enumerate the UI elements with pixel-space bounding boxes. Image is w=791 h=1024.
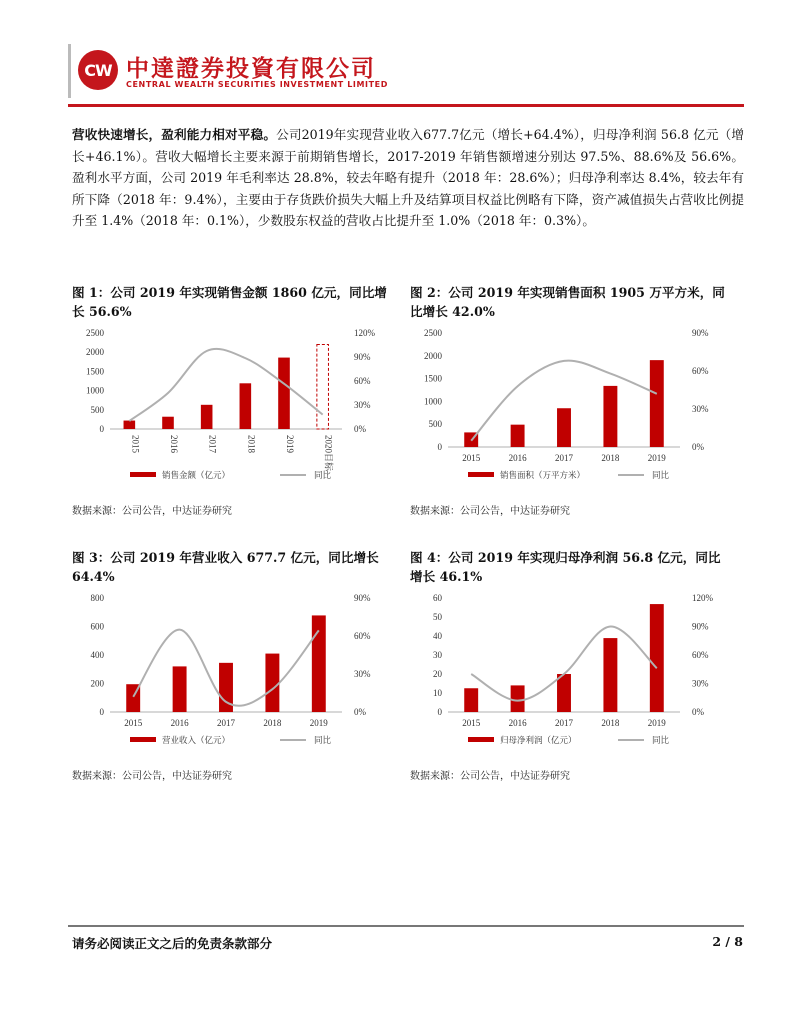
legend-bar-swatch	[468, 737, 494, 742]
bar	[201, 405, 213, 429]
x-tick-label: 2017	[555, 718, 573, 728]
figure-1-title: 图 1：公司 2019 年实现销售金额 1860 亿元，同比增长 56.6%	[72, 285, 387, 319]
x-tick-label: 2019	[647, 453, 666, 463]
y-left-tick-label: 400	[90, 650, 104, 660]
figure-2-title: 图 2：公司 2019 年实现销售面积 1905 万平方米，同比增长 42.0%	[410, 285, 725, 319]
bar	[265, 654, 279, 712]
legend-line-label: 同比	[314, 470, 332, 480]
y-left-tick-label: 1000	[424, 396, 442, 407]
y-left-tick-label: 2500	[424, 328, 442, 338]
bar	[603, 386, 617, 447]
figure-3-chart	[72, 590, 394, 755]
intro-body: 公司2019年实现营业收入677.7亿元（增长+64.4%），归母净利润 56.8 亿元（增长+46.1%）。营收大幅增长主要来源于前期销售增长，2017-2019 年销售额增速分别达 97.5%、88.6%及 56.6%。盈利水平方面，公司 2019 年毛利率达 28.8%，较去年略有提升（2018 年：28.6%）；归母净利率达 8.4%，较去年有所下降（2018 年：9.4%），主要由于存货跌价损失大幅上升及结算项目权益比例略有下降，资产减值损失占营收比例提升至 1.4%（2018 年：0.1%），少数股东权益的营收占比提升至 1.0%（2018 年：0.3%）。	[72, 127, 744, 229]
legend-line-label: 同比	[652, 470, 670, 480]
page-number: 2 / 8	[712, 934, 743, 949]
legend-bar-label: 归母净利润（亿元）	[500, 735, 577, 745]
y-right-tick-label: 0%	[354, 424, 366, 434]
y-left-tick-label: 1000	[86, 385, 104, 396]
yoy-line	[129, 349, 322, 421]
x-tick-label: 2017	[555, 453, 573, 463]
y-left-tick-label: 2000	[86, 347, 104, 358]
legend-bar-label: 营业收入（亿元）	[162, 735, 231, 745]
x-tick-label: 2018	[601, 718, 620, 728]
figure-2-source: 数据来源：公司公告，中达证券研究	[410, 506, 570, 517]
x-tick-label: 2018	[601, 453, 620, 463]
bar	[650, 360, 664, 447]
y-right-tick-label: 60%	[692, 366, 709, 376]
y-left-tick-label: 500	[90, 404, 104, 415]
y-right-tick-label: 120%	[354, 328, 375, 338]
x-tick-label: 2019	[647, 718, 666, 728]
target-bar	[317, 345, 329, 429]
figure-3-title: 图 3：公司 2019 年营业收入 677.7 亿元，同比增长 64.4%	[72, 550, 379, 584]
bar	[650, 604, 664, 712]
x-tick-label: 2016	[508, 453, 527, 463]
y-left-tick-label: 0	[99, 424, 104, 434]
y-right-tick-label: 60%	[354, 631, 371, 641]
bar	[162, 417, 174, 429]
figure-1-source: 数据来源：公司公告，中达证券研究	[72, 506, 232, 517]
x-tick-label: 2015	[462, 453, 481, 463]
x-tick-label: 2017	[207, 435, 218, 453]
bar	[557, 674, 571, 712]
page-header	[0, 0, 791, 110]
x-tick-label: 2016	[170, 718, 189, 728]
figure-1-chart	[72, 325, 394, 490]
y-left-tick-label: 50	[433, 612, 442, 622]
legend-bar-label: 销售金额（亿元）	[162, 470, 231, 480]
bar	[511, 425, 525, 447]
x-tick-label: 2015	[124, 718, 143, 728]
y-right-tick-label: 60%	[354, 376, 371, 386]
figure-4-source: 数据来源：公司公告，中达证券研究	[410, 771, 570, 782]
x-tick-label: 2015	[462, 718, 481, 728]
bar	[511, 685, 525, 712]
figure-4-title: 图 4：公司 2019 年实现归母净利润 56.8 亿元，同比增长 46.1%	[410, 550, 721, 584]
bar	[124, 421, 136, 429]
x-tick-label: 2015	[130, 435, 141, 453]
y-right-tick-label: 90%	[692, 328, 709, 338]
y-right-tick-label: 30%	[692, 678, 709, 689]
x-tick-label: 2018	[246, 435, 257, 453]
footer-disclaimer: 请务必阅读正文之后的免责条款部分	[72, 936, 273, 951]
y-right-tick-label: 120%	[692, 593, 713, 603]
legend-line-label: 同比	[314, 735, 332, 745]
y-right-tick-label: 90%	[354, 352, 371, 362]
y-right-tick-label: 90%	[692, 621, 709, 632]
x-tick-label: 2019	[285, 435, 295, 453]
y-left-tick-label: 0	[437, 707, 442, 717]
y-right-tick-label: 30%	[354, 400, 371, 410]
legend-bar-swatch	[130, 472, 156, 477]
figure-2-chart	[410, 325, 732, 490]
y-left-tick-label: 30	[433, 650, 442, 660]
y-left-tick-label: 2000	[424, 350, 442, 361]
y-right-tick-label: 0%	[354, 707, 366, 717]
y-right-tick-label: 90%	[354, 593, 371, 603]
company-name-en: CENTRAL WEALTH SECURITIES INVESTMENT LIMITED	[126, 80, 388, 89]
y-left-tick-label: 60	[433, 593, 442, 603]
y-right-tick-label: 0%	[692, 442, 704, 452]
y-right-tick-label: 30%	[692, 404, 709, 414]
y-left-tick-label: 600	[90, 621, 104, 632]
bar	[278, 358, 290, 429]
y-right-tick-label: 30%	[354, 669, 371, 679]
company-name-cn: 中達證券投資有限公司	[126, 56, 376, 82]
x-tick-label: 2018	[263, 718, 282, 728]
bar	[240, 383, 252, 429]
y-left-tick-label: 1500	[424, 373, 442, 384]
bar	[173, 666, 187, 712]
y-left-tick-label: 2500	[86, 328, 104, 338]
y-left-tick-label: 0	[99, 707, 104, 717]
bar	[464, 688, 478, 712]
x-tick-label: 2016	[169, 435, 179, 453]
y-left-tick-label: 200	[90, 678, 104, 689]
bar	[312, 615, 326, 712]
figure-3-source: 数据来源：公司公告，中达证券研究	[72, 771, 232, 782]
y-left-tick-label: 1500	[86, 366, 104, 377]
bar	[603, 638, 617, 712]
legend-line-label: 同比	[652, 735, 670, 745]
figure-4-chart	[410, 590, 732, 755]
y-left-tick-label: 0	[437, 442, 442, 452]
header-rule	[68, 104, 744, 107]
company-logo: CW	[78, 50, 118, 90]
legend-bar-label: 销售面积（万平方米）	[500, 470, 586, 480]
footer-rule	[68, 925, 744, 927]
intro-lead: 营收快速增长，盈利能力相对平稳。	[72, 127, 277, 142]
y-right-tick-label: 60%	[692, 650, 709, 660]
y-left-tick-label: 20	[433, 669, 442, 679]
x-tick-label: 2019	[309, 718, 328, 728]
header-divider	[68, 44, 71, 98]
y-left-tick-label: 500	[428, 419, 442, 430]
y-left-tick-label: 10	[433, 688, 442, 698]
x-tick-label: 2020目标	[323, 435, 334, 472]
x-tick-label: 2017	[217, 718, 235, 728]
x-tick-label: 2016	[508, 718, 527, 728]
y-right-tick-label: 0%	[692, 707, 704, 717]
legend-bar-swatch	[130, 737, 156, 742]
y-left-tick-label: 40	[433, 631, 442, 641]
bar	[557, 408, 571, 447]
legend-bar-swatch	[468, 472, 494, 477]
intro-paragraph	[72, 124, 744, 232]
y-left-tick-label: 800	[90, 593, 104, 603]
